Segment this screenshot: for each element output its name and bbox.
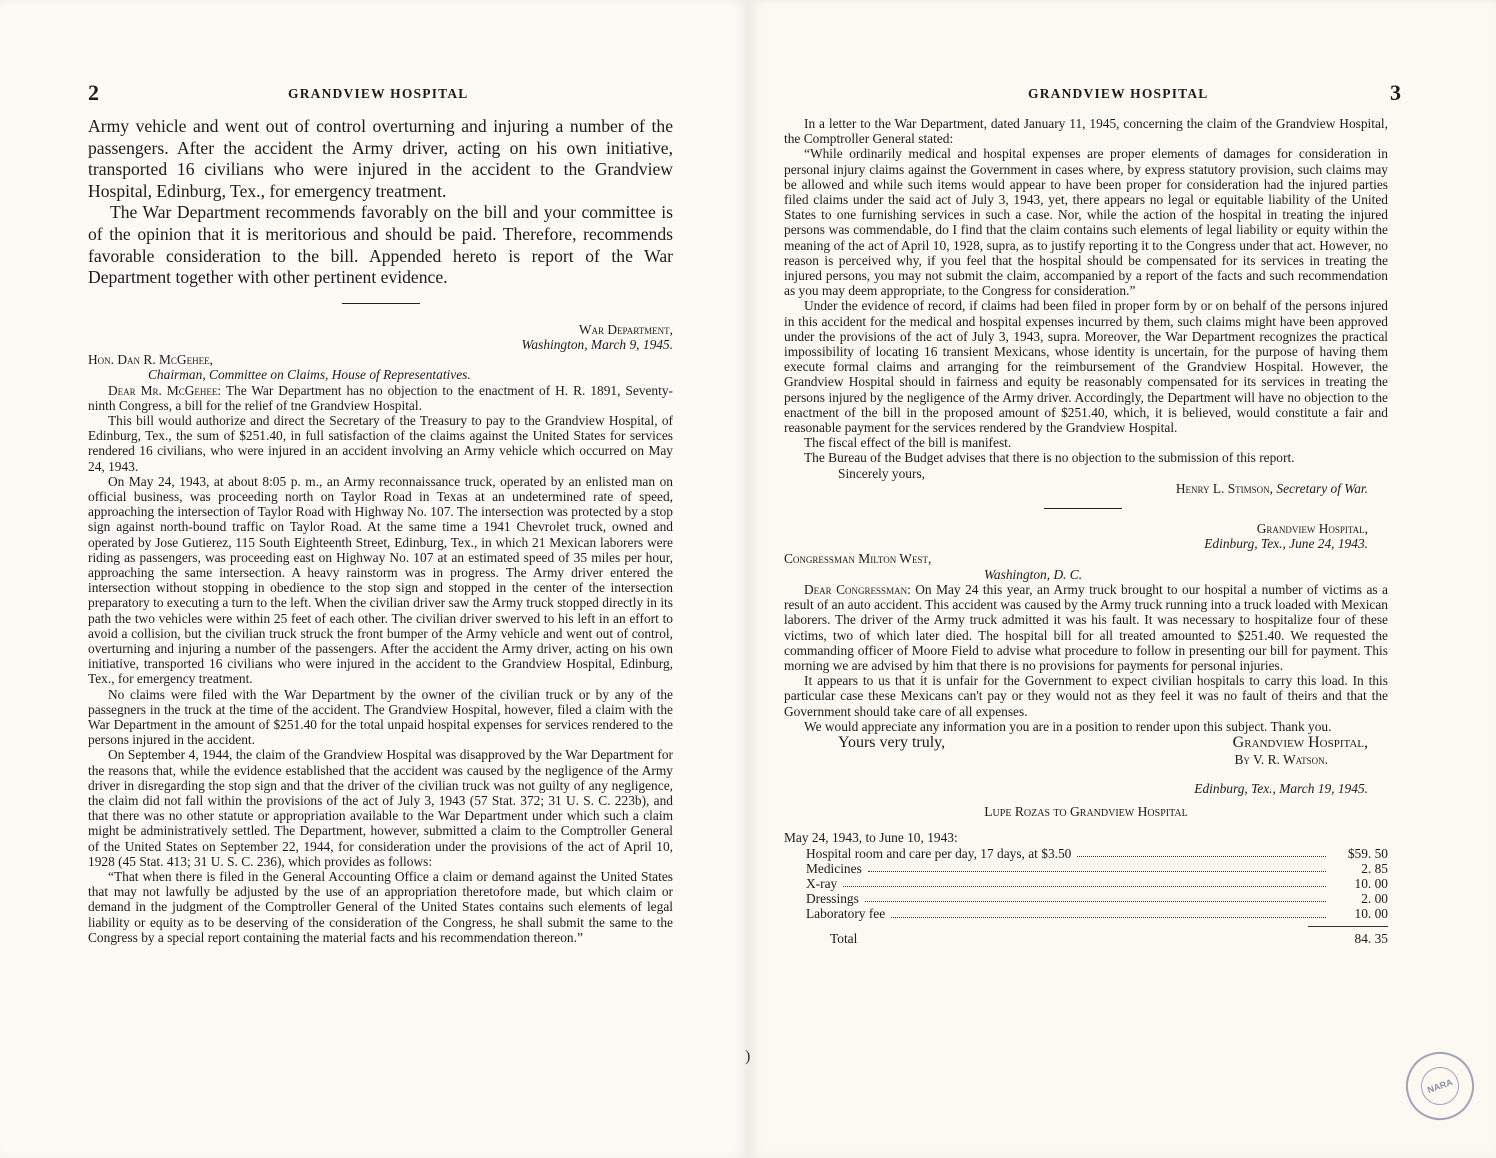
gutter-mark: )	[745, 1048, 751, 1065]
intro-paragraph: Army vehicle and went out of control overturning and injuring a number of the passengers. After the accident the Army driver, acting on his own initiative, transported 16 civilians who were injured in the accident to the Grandview Hospital, Edinburg, Tex., for emergency treatment.	[88, 116, 673, 201]
left-content	[88, 116, 673, 945]
letter-header	[88, 322, 673, 352]
closing: Yours very truly,	[838, 733, 946, 751]
addressee-title: Chairman, Committee on Claims, House of Representatives.	[148, 367, 471, 383]
signature	[784, 481, 1388, 496]
addressee-name: Congressman Milton West,	[784, 551, 932, 567]
bill-item-desc: Dressings	[806, 891, 859, 907]
page-number-left: 2	[88, 80, 99, 105]
bill-total-label: Total	[830, 930, 858, 946]
hospital-letter-org: Grandview Hospital,	[1256, 521, 1368, 537]
bill-rows	[784, 846, 1388, 922]
bill-title: Lupe Rozas to Grandview Hospital	[984, 804, 1188, 820]
archive-stamp-mark: NARA	[1426, 1076, 1454, 1096]
hospital-letter-addressee	[784, 551, 1388, 566]
letter-paragraph: It appears to us that it is unfair for the Government to expect civilian hospitals to carry this load. In this particular case these Mexicans can't pay or they would not as they feel it was no fault of theirs and that the Government should take care of all expenses.	[784, 673, 1388, 719]
bill-item-amount: 2. 00	[1361, 891, 1388, 907]
bill-item-amount: 2. 85	[1361, 860, 1388, 876]
section-divider	[1044, 508, 1122, 509]
hospital-signature-org: Grandview Hospital,	[1232, 733, 1368, 751]
bill-total-amount: 84. 35	[1354, 930, 1388, 946]
page-number-right: 3	[1390, 80, 1401, 105]
archive-stamp-inner	[1416, 1062, 1465, 1111]
addressee-name: Hon. Dan R. McGehee,	[88, 352, 213, 368]
leader-dots	[843, 886, 1326, 887]
signature-title: Secretary of War.	[1276, 480, 1368, 496]
hospital-signature-by: By V. R. Watson.	[1234, 751, 1328, 767]
intro-paragraph: The War Department recommends favorably on the bill and your committee is of the opinion that it is meritorious and should be paid. Therefore, recommends favorable consideration to the bill. Appended hereto is report of the War Department together with other pertinent evidence.	[88, 202, 673, 288]
signature-name: Henry L. Stimson,	[1175, 480, 1274, 496]
letter-paragraph: This bill would authorize and direct the Secretary of the Treasury to pay to the Grandview Hospital, of Edinburg, Tex., the sum of $251.40, in full satisfaction of the claims against the United States for services rendered 16 civilians, who were injured in an accident involving an Army vehicle which occurred on May 24, 1943.	[88, 412, 673, 474]
hospital-letter-date: Edinburg, Tex., June 24, 1943.	[1204, 536, 1368, 552]
hospital-letter-address: Washington, D. C.	[984, 566, 1083, 582]
right-page	[748, 0, 1496, 1158]
bill-item-desc: Medicines	[806, 860, 862, 876]
letter-paragraph: In a letter to the War Department, dated January 11, 1945, concerning the claim of the Grandview Hospital, the Comptroller General stated:	[784, 116, 1388, 147]
committee-report-text	[88, 116, 673, 289]
bill-item-amount: 10. 00	[1354, 875, 1388, 891]
leader-dots	[868, 871, 1326, 872]
hospital-signature-by-wrap	[784, 752, 1388, 767]
bill-item-desc: Laboratory fee	[806, 906, 886, 922]
letter-paragraph: The fiscal effect of the bill is manifest.	[804, 435, 1012, 451]
section-divider	[342, 303, 420, 304]
running-head-right: GRANDVIEW HOSPITAL	[1028, 86, 1209, 101]
letter-paragraph: Under the evidence of record, if claims had been filed in proper form by or on behalf of the persons injured in this accident for the medical and hospital expenses incurred by them, such claims might have been approved under the provisions of the act of July 3, 1943, supra. Moreover, the War Department recognizes the practical impossibility of locating 16 transient Mexicans, whose identity is uncertain, for the purpose of having them execute formal claims and arranging for the reimbursement of the Grandview Hospital. However, the Grandview Hospital should in fairness and equity be reasonably compensated for its services in treating the persons injured by the negligence of the Army driver. Accordingly, the Department will have no objection to the enactment of the bill in the proposed amount of $251.40, which, it is believed, would constitute a fair and reasonable payment for the services rendered by the Grandview Hospital.	[784, 298, 1388, 436]
bill-item-amount: $59. 50	[1347, 845, 1388, 861]
letter-paragraph: On May 24, 1943, at about 8:05 p. m., an Army reconnaissance truck, operated by an enlisted man on official business, was proceeding north on Taylor Road in Texas at an undetermined rate of speed, approaching the intersection of Taylor Road with Highway No. 107. The intersection was protected by a stop sign against north-bound traffic on Taylor Road. At the same time a 1941 Chevrolet truck, owned and operated by Jose Gutierez, 115 South Eighteenth Street, Edinburg, Tex., in which 21 Mexican laborers were riding as passengers, was proceeding east on Highway No. 107 at an estimated speed of 35 miles per hour, approaching the same intersection. A heavy rainstorm was in progress. The Army driver entered the intersection without stopping in obedience to the stop sign and stopped in the center of the intersection preparatory to executing a turn to the left. When the civilian driver saw the Army truck stopped directly in its path the two vehicles were within 25 feet of each other. The civilian driver swerved to his left in an effort to avoid a collision, but the civilian truck struck the front bumper of the Army vehicle and went out of control, overturning and injuring a number of the passengers. After the accident the Army driver, acting on his own initiative, transported 16 civilians who were injured in the accident to the Grandview Hospital, Edinburg, Tex., for emergency treatment.	[88, 473, 673, 687]
quoted-statute: “That when there is filed in the General Accounting Office a claim or demand against the United States that may not lawfully be adjusted by the use of an appropriation theretofore made, but which claim or demand in the judgment of the Comptroller General of the United States contains such elements of legal liability or equity as to be deserving of the consideration of the Congress, he shall submit the same to the Congress by a special report containing the material facts and his recommendation thereon.”	[88, 869, 673, 945]
total-rule	[1308, 926, 1388, 927]
bill-period: May 24, 1943, to June 10, 1943:	[784, 830, 958, 846]
letter-paragraph: No claims were filed with the War Department by the owner of the civilian truck or by any of the passegners in the truck at the time of the accident. The Grandview Hospital, however, filed a claim with the War Department in the amount of $251.40 for the total unpaid hospital expenses for services rendered to the persons injured in the accident.	[88, 686, 673, 748]
leader-dots	[891, 917, 1326, 918]
war-department-letter	[88, 322, 673, 945]
bill-item-row	[784, 846, 1388, 861]
first-paragraph-text: On May 24 this year, an Army truck brought to our hospital a number of victims as a result of an auto accident. This accident was caused by the Army truck running into a truck loaded with Mexican laborers. The driver of the Army truck admitted it was his fault. It was necessary to hospitalize four of these victims, two of which later died. The hospital bill for all treated amounted to $251.40. We requested the commanding officer of Moore Field to advise what procedure to follow in presenting our bill for payment. This morning we are advised by him that there is no provisions for payments for personal injuries.	[784, 581, 1388, 673]
itemized-bill	[784, 830, 1388, 945]
bill-item-row	[784, 876, 1388, 891]
bill-date-text: Edinburg, Tex., March 19, 1945.	[1194, 781, 1368, 797]
first-paragraph-text: The War Department has no objection to the enactment of H. R. 1891, Seventy-ninth Congress, a bill for the relief of tne Grandview Hospital.	[88, 382, 673, 413]
salutation: Dear Congressman:	[804, 581, 911, 597]
bill-item-row	[784, 891, 1388, 906]
hospital-letter-header	[784, 521, 1388, 551]
letter-paragraph: We would appreciate any information you are in a position to render upon this subject. Thank you.	[804, 718, 1332, 734]
right-content	[784, 116, 1388, 946]
bill-item-row	[784, 906, 1388, 921]
salutation: Dear Mr. McGehee:	[108, 382, 222, 398]
letter-paragraph: The Bureau of the Budget advises that there is no objection to the submission of this report.	[804, 450, 1295, 466]
bill-item-desc: Hospital room and care per day, 17 days, at $3.50	[806, 845, 1072, 861]
comptroller-quote: “While ordinarily medical and hospital expenses are proper elements of damages for consideration in personal injury claims against the Government in cases where, by express statutory provision, such claims may be allowed and while such items would appear to have been proper for consideration had the injured parties filed claims under the said act of July 3, 1943, yet, there appears no legal or equitable liability of the United States to one furnishing services in such a case. Nor, while the action of the hospital in treating the injured persons was commendable, do I find that the claim contains such elements of legal liability or equity within the meaning of the act of April 10, 1928, supra, as to justify reporting it to the Congress under that act. However, no reason is perceived why, if you feel that the hospital should be compensated for its services in treating the injured persons, you may not submit the claim, accompanied by a report of the facts and such recommendation as you may deem appropriate, to the Congress for consideration.”	[784, 146, 1388, 299]
bill-date	[784, 781, 1388, 796]
leader-dots	[1077, 856, 1326, 857]
bill-total-row	[784, 931, 1388, 946]
bill-item-row	[784, 861, 1388, 876]
leader-dots	[865, 901, 1326, 902]
letter-header-org: War Department,	[578, 321, 673, 337]
running-head-left: GRANDVIEW HOSPITAL	[288, 86, 469, 101]
letter-paragraph	[88, 383, 673, 413]
letter-paragraph: On September 4, 1944, the claim of the Grandview Hospital was disapproved by the War Department for the reasons that, while the evidence established that the accident was caused by the negligence of the Army driver in disregarding the stop sign and that the driver of the civilian truck was not guilty of any negligence, the claim did not fall within the provisions of the act of July 3, 1943 (57 Stat. 372; 31 U. S. C. 223b), and that there was no other statute or appropriation available to the War Department under which such a claim might be administratively settled. The Department, however, submitted a claim to the Comptroller General of the United States on September 22, 1944, for consideration under the provisions of the act of April 10, 1928 (45 Stat. 413; 31 U. S. C. 236), which provides as follows:	[88, 747, 673, 869]
letter-header-date: Washington, March 9, 1945.	[521, 336, 673, 352]
bill-item-desc: X-ray	[806, 875, 838, 891]
hospital-letter-closing	[784, 734, 1388, 752]
bill-item-amount: 10. 00	[1354, 906, 1388, 922]
letter-paragraph	[784, 582, 1388, 673]
closing: Sincerely yours,	[838, 465, 926, 481]
